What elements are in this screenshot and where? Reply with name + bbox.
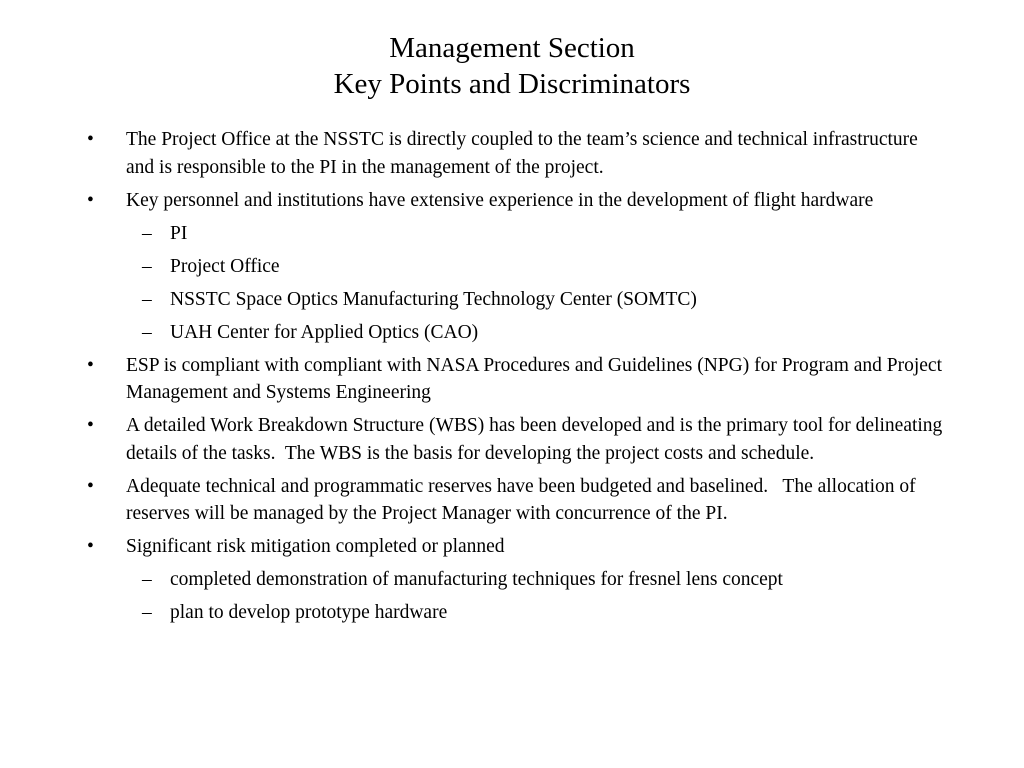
- sub-bullet-text: NSSTC Space Optics Manufacturing Technology Center (SOMTC): [170, 288, 697, 310]
- bullet-text: ESP is compliant with compliant with NASA Procedures and Guidelines (NPG) for Program and Project Management and Systems Engineering: [126, 354, 943, 403]
- sub-bullet-item: [86, 220, 944, 248]
- bullet-item: [86, 126, 944, 181]
- bullet-marker: •: [87, 536, 94, 557]
- bullet-item: [86, 473, 944, 528]
- dash-marker: –: [142, 321, 152, 343]
- bullet-item: [86, 412, 948, 467]
- bullet-marker: •: [87, 475, 94, 497]
- dash-marker: –: [142, 255, 152, 277]
- bullet-marker: •: [87, 129, 94, 150]
- bullet-item: [86, 352, 944, 407]
- dash-marker: –: [142, 288, 152, 310]
- bullet-marker: •: [87, 415, 94, 436]
- bullet-text: Adequate technical and programmatic reserves have been budgeted and baselined. The allocation of reserves will be managed by the Project Manager with concurrence of the PI.: [126, 475, 921, 524]
- title-line-1: Management Section: [389, 32, 635, 64]
- bullet-marker: •: [87, 354, 94, 376]
- sub-bullet-item: [86, 286, 944, 314]
- sub-bullet-text: UAH Center for Applied Optics (CAO): [170, 321, 479, 343]
- bullet-text: The Project Office at the NSSTC is directly coupled to the team’s science and technical infrastructure and is responsible to the PI in the management of the project.: [126, 129, 918, 178]
- dash-marker: –: [142, 222, 152, 244]
- bullet-item: [86, 187, 944, 215]
- sub-bullet-item: [86, 566, 944, 594]
- dash-marker: –: [142, 569, 152, 590]
- dash-marker: –: [142, 602, 152, 623]
- sub-bullet-item: [86, 599, 944, 627]
- bullet-list: [86, 126, 948, 632]
- sub-bullet-text: plan to develop prototype hardware: [170, 602, 448, 623]
- bullet-marker: •: [87, 189, 94, 211]
- title-line-2: Key Points and Discriminators: [333, 68, 691, 100]
- sub-bullet-text: completed demonstration of manufacturing techniques for fresnel lens concept: [170, 569, 783, 590]
- bullet-text: Significant risk mitigation completed or planned: [126, 536, 505, 557]
- bullet-item: [86, 533, 944, 561]
- sub-bullet-item: [86, 319, 944, 347]
- sub-bullet-text: Project Office: [170, 255, 280, 277]
- bullet-text: A detailed Work Breakdown Structure (WBS) has been developed and is the primary tool for delineating details of the tasks. The WBS is the basis for developing the project costs and schedule.: [126, 415, 948, 464]
- sub-bullet-item: [86, 253, 944, 281]
- sub-bullet-text: PI: [170, 222, 188, 244]
- slide-title: [0, 30, 1024, 102]
- bullet-text: Key personnel and institutions have extensive experience in the development of flight hardware: [126, 189, 874, 211]
